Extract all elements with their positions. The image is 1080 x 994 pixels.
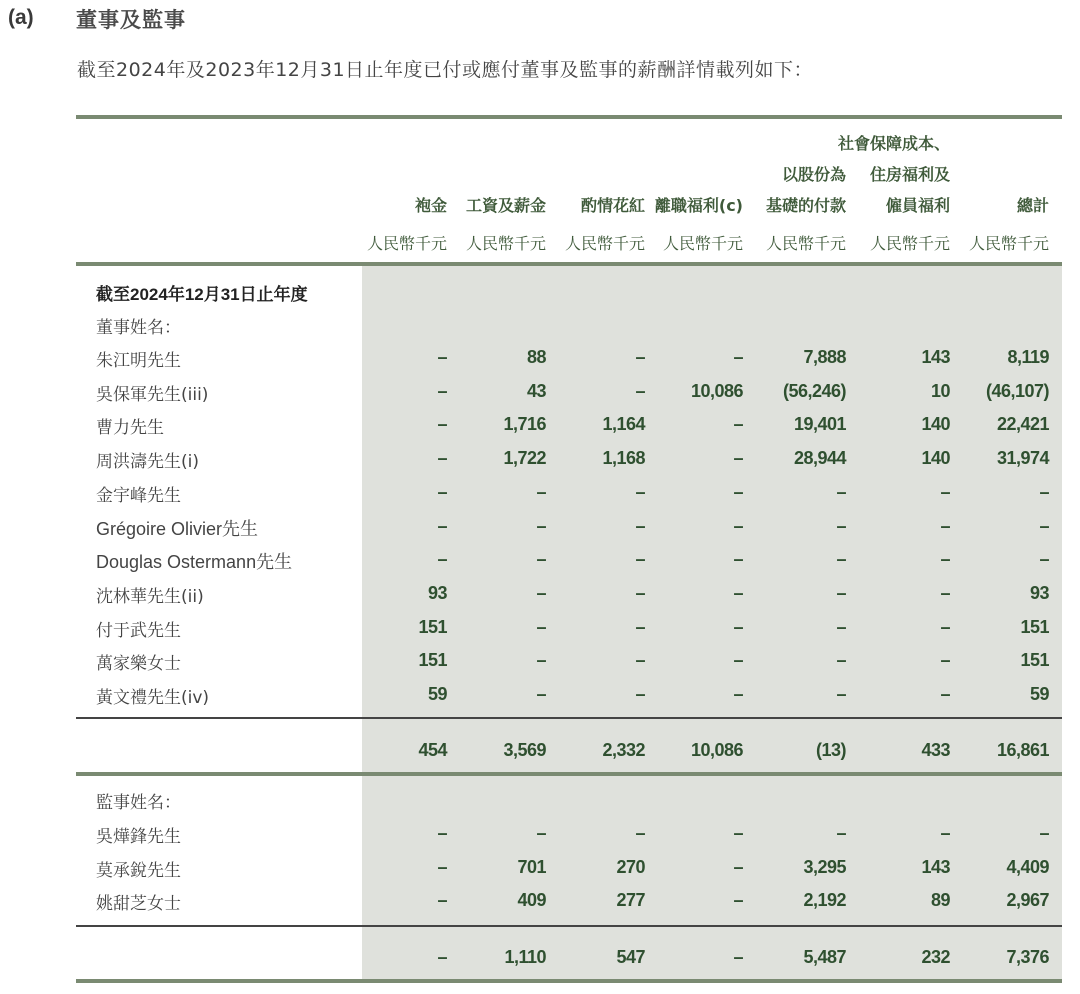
cell-value: 4,409 <box>1006 857 1049 877</box>
cell-value: – <box>836 549 846 569</box>
cell-value: – <box>536 549 546 569</box>
cell-value: – <box>1039 516 1049 536</box>
cell-value: – <box>733 448 743 468</box>
cell-value: 277 <box>616 890 645 910</box>
cell-value: 93 <box>427 583 447 603</box>
cell-value: 1,168 <box>602 448 645 468</box>
cell-value: – <box>635 650 645 670</box>
intro-text: 截至2024年及2023年12月31日止年度已付或應付董事及監事的薪酬詳情載列如下： <box>77 59 814 81</box>
cell-value: 2,192 <box>803 890 846 910</box>
cell-value: – <box>733 347 743 367</box>
header-bottom-rule <box>76 262 1062 266</box>
cell-value: 10,086 <box>690 381 743 401</box>
cell-value: 433 <box>921 740 950 760</box>
cell-value: – <box>733 684 743 704</box>
cell-value: – <box>940 549 950 569</box>
cell-value: – <box>836 617 846 637</box>
cell-value: – <box>635 347 645 367</box>
row-name: 金宇峰先生 <box>96 486 181 506</box>
cell-value: – <box>635 617 645 637</box>
cell-value: 19,401 <box>793 414 846 434</box>
cell-value: 140 <box>921 448 950 468</box>
table-bottom-rule <box>76 979 1062 983</box>
cell-value: 151 <box>1020 617 1049 637</box>
cell-value: – <box>940 583 950 603</box>
cell-value: 1,716 <box>503 414 546 434</box>
cell-value: – <box>437 823 447 843</box>
cell-value: – <box>635 583 645 603</box>
column-unit: 人民幣千元 <box>869 234 950 253</box>
section-title: 董事及監事 <box>76 8 186 32</box>
row-name: 吳燁鋒先生 <box>96 827 181 847</box>
section-label: (a) <box>8 6 34 29</box>
cell-value: 59 <box>427 684 447 704</box>
cell-value: 3,569 <box>503 740 546 760</box>
column-unit: 人民幣千元 <box>366 234 447 253</box>
cell-value: – <box>733 947 743 967</box>
cell-value: – <box>437 549 447 569</box>
cell-value: 16,861 <box>996 740 1049 760</box>
cell-value: – <box>940 684 950 704</box>
column-unit: 人民幣千元 <box>968 234 1049 253</box>
cell-value: 7,888 <box>803 347 846 367</box>
column-unit: 人民幣千元 <box>662 234 743 253</box>
cell-value: 10 <box>930 381 950 401</box>
cell-value: – <box>635 549 645 569</box>
column-header-line: 社會保障成本、 <box>837 134 950 153</box>
cell-value: (13) <box>815 740 846 760</box>
cell-value: 2,967 <box>1006 890 1049 910</box>
cell-value: 2,332 <box>602 740 645 760</box>
cell-value: – <box>635 381 645 401</box>
column-header-line: 總計 <box>1016 196 1049 215</box>
cell-value: – <box>733 549 743 569</box>
cell-value: 43 <box>526 381 546 401</box>
row-name: 黃文禮先生(iv) <box>96 688 210 708</box>
cell-value: 7,376 <box>1006 947 1049 967</box>
row-name: 曹力先生 <box>96 418 164 438</box>
cell-value: – <box>836 823 846 843</box>
cell-value: 88 <box>526 347 546 367</box>
cell-value: 22,421 <box>996 414 1049 434</box>
cell-value: – <box>635 684 645 704</box>
cell-value: – <box>635 516 645 536</box>
column-unit: 人民幣千元 <box>465 234 546 253</box>
cell-value: – <box>536 684 546 704</box>
cell-value: 232 <box>921 947 950 967</box>
column-header-line: 離職福利(c) <box>654 196 743 215</box>
cell-value: – <box>733 414 743 434</box>
cell-value: – <box>733 482 743 502</box>
cell-value: – <box>635 823 645 843</box>
cell-value: – <box>536 482 546 502</box>
cell-value: – <box>836 516 846 536</box>
cell-value: – <box>733 583 743 603</box>
cell-value: 28,944 <box>793 448 846 468</box>
cell-value: 140 <box>921 414 950 434</box>
cell-value: 151 <box>418 617 447 637</box>
cell-value: – <box>940 482 950 502</box>
cell-value: – <box>733 857 743 877</box>
cell-value: – <box>733 617 743 637</box>
column-header-line: 僱員福利 <box>885 196 950 215</box>
cell-value: 143 <box>921 347 950 367</box>
directors-heading: 董事姓名： <box>96 318 181 338</box>
cell-value: – <box>437 482 447 502</box>
directors-total-rule <box>76 772 1062 776</box>
cell-value: 31,974 <box>996 448 1049 468</box>
cell-value: – <box>733 516 743 536</box>
column-header-line: 袍金 <box>414 196 447 215</box>
row-name: 姚甜芝女士 <box>96 894 181 914</box>
column-unit: 人民幣千元 <box>765 234 846 253</box>
cell-value: 1,164 <box>602 414 645 434</box>
cell-value: – <box>940 650 950 670</box>
cell-value: – <box>733 650 743 670</box>
cell-value: – <box>437 516 447 536</box>
row-name: 莫承銳先生 <box>96 861 181 881</box>
supervisors-heading: 監事姓名： <box>96 793 181 813</box>
cell-value: – <box>437 414 447 434</box>
cell-value: 454 <box>418 740 447 760</box>
cell-value: – <box>437 448 447 468</box>
column-header-line: 住房福利及 <box>869 165 950 184</box>
cell-value: – <box>836 583 846 603</box>
cell-value: – <box>437 381 447 401</box>
cell-value: – <box>1039 549 1049 569</box>
column-unit: 人民幣千元 <box>564 234 645 253</box>
cell-value: 143 <box>921 857 950 877</box>
cell-value: 5,487 <box>803 947 846 967</box>
cell-value: 3,295 <box>803 857 846 877</box>
cell-value: 10,086 <box>690 740 743 760</box>
cell-value: 8,119 <box>1007 347 1049 367</box>
cell-value: – <box>733 823 743 843</box>
cell-value: 59 <box>1029 684 1049 704</box>
column-header-line: 工資及薪金 <box>465 196 546 215</box>
cell-value: – <box>437 347 447 367</box>
cell-value: (56,246) <box>782 381 846 401</box>
column-header-line: 基礎的付款 <box>765 196 846 215</box>
row-name: 沈林華先生(ii) <box>96 587 204 607</box>
cell-value: – <box>437 857 447 877</box>
cell-value: – <box>536 650 546 670</box>
cell-value: – <box>536 516 546 536</box>
row-name: 萬家樂女士 <box>96 654 181 674</box>
cell-value: – <box>836 650 846 670</box>
cell-value: – <box>437 947 447 967</box>
row-name: Douglas Ostermann先生 <box>96 552 293 572</box>
cell-value: 151 <box>418 650 447 670</box>
cell-value: – <box>437 890 447 910</box>
cell-value: – <box>836 684 846 704</box>
cell-value: – <box>836 482 846 502</box>
cell-value: – <box>635 482 645 502</box>
cell-value: 701 <box>517 857 546 877</box>
cell-value: 1,722 <box>503 448 546 468</box>
row-name: Grégoire Olivier先生 <box>96 519 259 539</box>
column-header-line: 酌情花紅 <box>580 196 645 215</box>
cell-value: – <box>940 617 950 637</box>
period-label: 截至2024年12月31日止年度 <box>96 285 308 304</box>
cell-value: 1,110 <box>504 947 546 967</box>
supervisors-subtotal-rule <box>76 925 1062 927</box>
cell-value: – <box>536 617 546 637</box>
cell-value: (46,107) <box>985 381 1049 401</box>
cell-value: – <box>940 516 950 536</box>
cell-value: 151 <box>1020 650 1049 670</box>
cell-value: – <box>940 823 950 843</box>
cell-value: 547 <box>616 947 645 967</box>
directors-subtotal-rule <box>76 717 1062 719</box>
cell-value: – <box>536 823 546 843</box>
cell-value: – <box>1039 482 1049 502</box>
row-name: 朱江明先生 <box>96 351 181 371</box>
row-name: 吳保軍先生(iii) <box>96 385 209 405</box>
cell-value: – <box>733 890 743 910</box>
row-name: 周洪濤先生(i) <box>96 452 199 472</box>
cell-value: 270 <box>616 857 645 877</box>
cell-value: – <box>536 583 546 603</box>
table-top-rule <box>76 115 1062 119</box>
cell-value: – <box>1039 823 1049 843</box>
column-header-line: 以股份為 <box>781 165 846 184</box>
cell-value: 93 <box>1029 583 1049 603</box>
row-name: 付于武先生 <box>96 621 181 641</box>
cell-value: 409 <box>517 890 546 910</box>
cell-value: 89 <box>930 890 950 910</box>
